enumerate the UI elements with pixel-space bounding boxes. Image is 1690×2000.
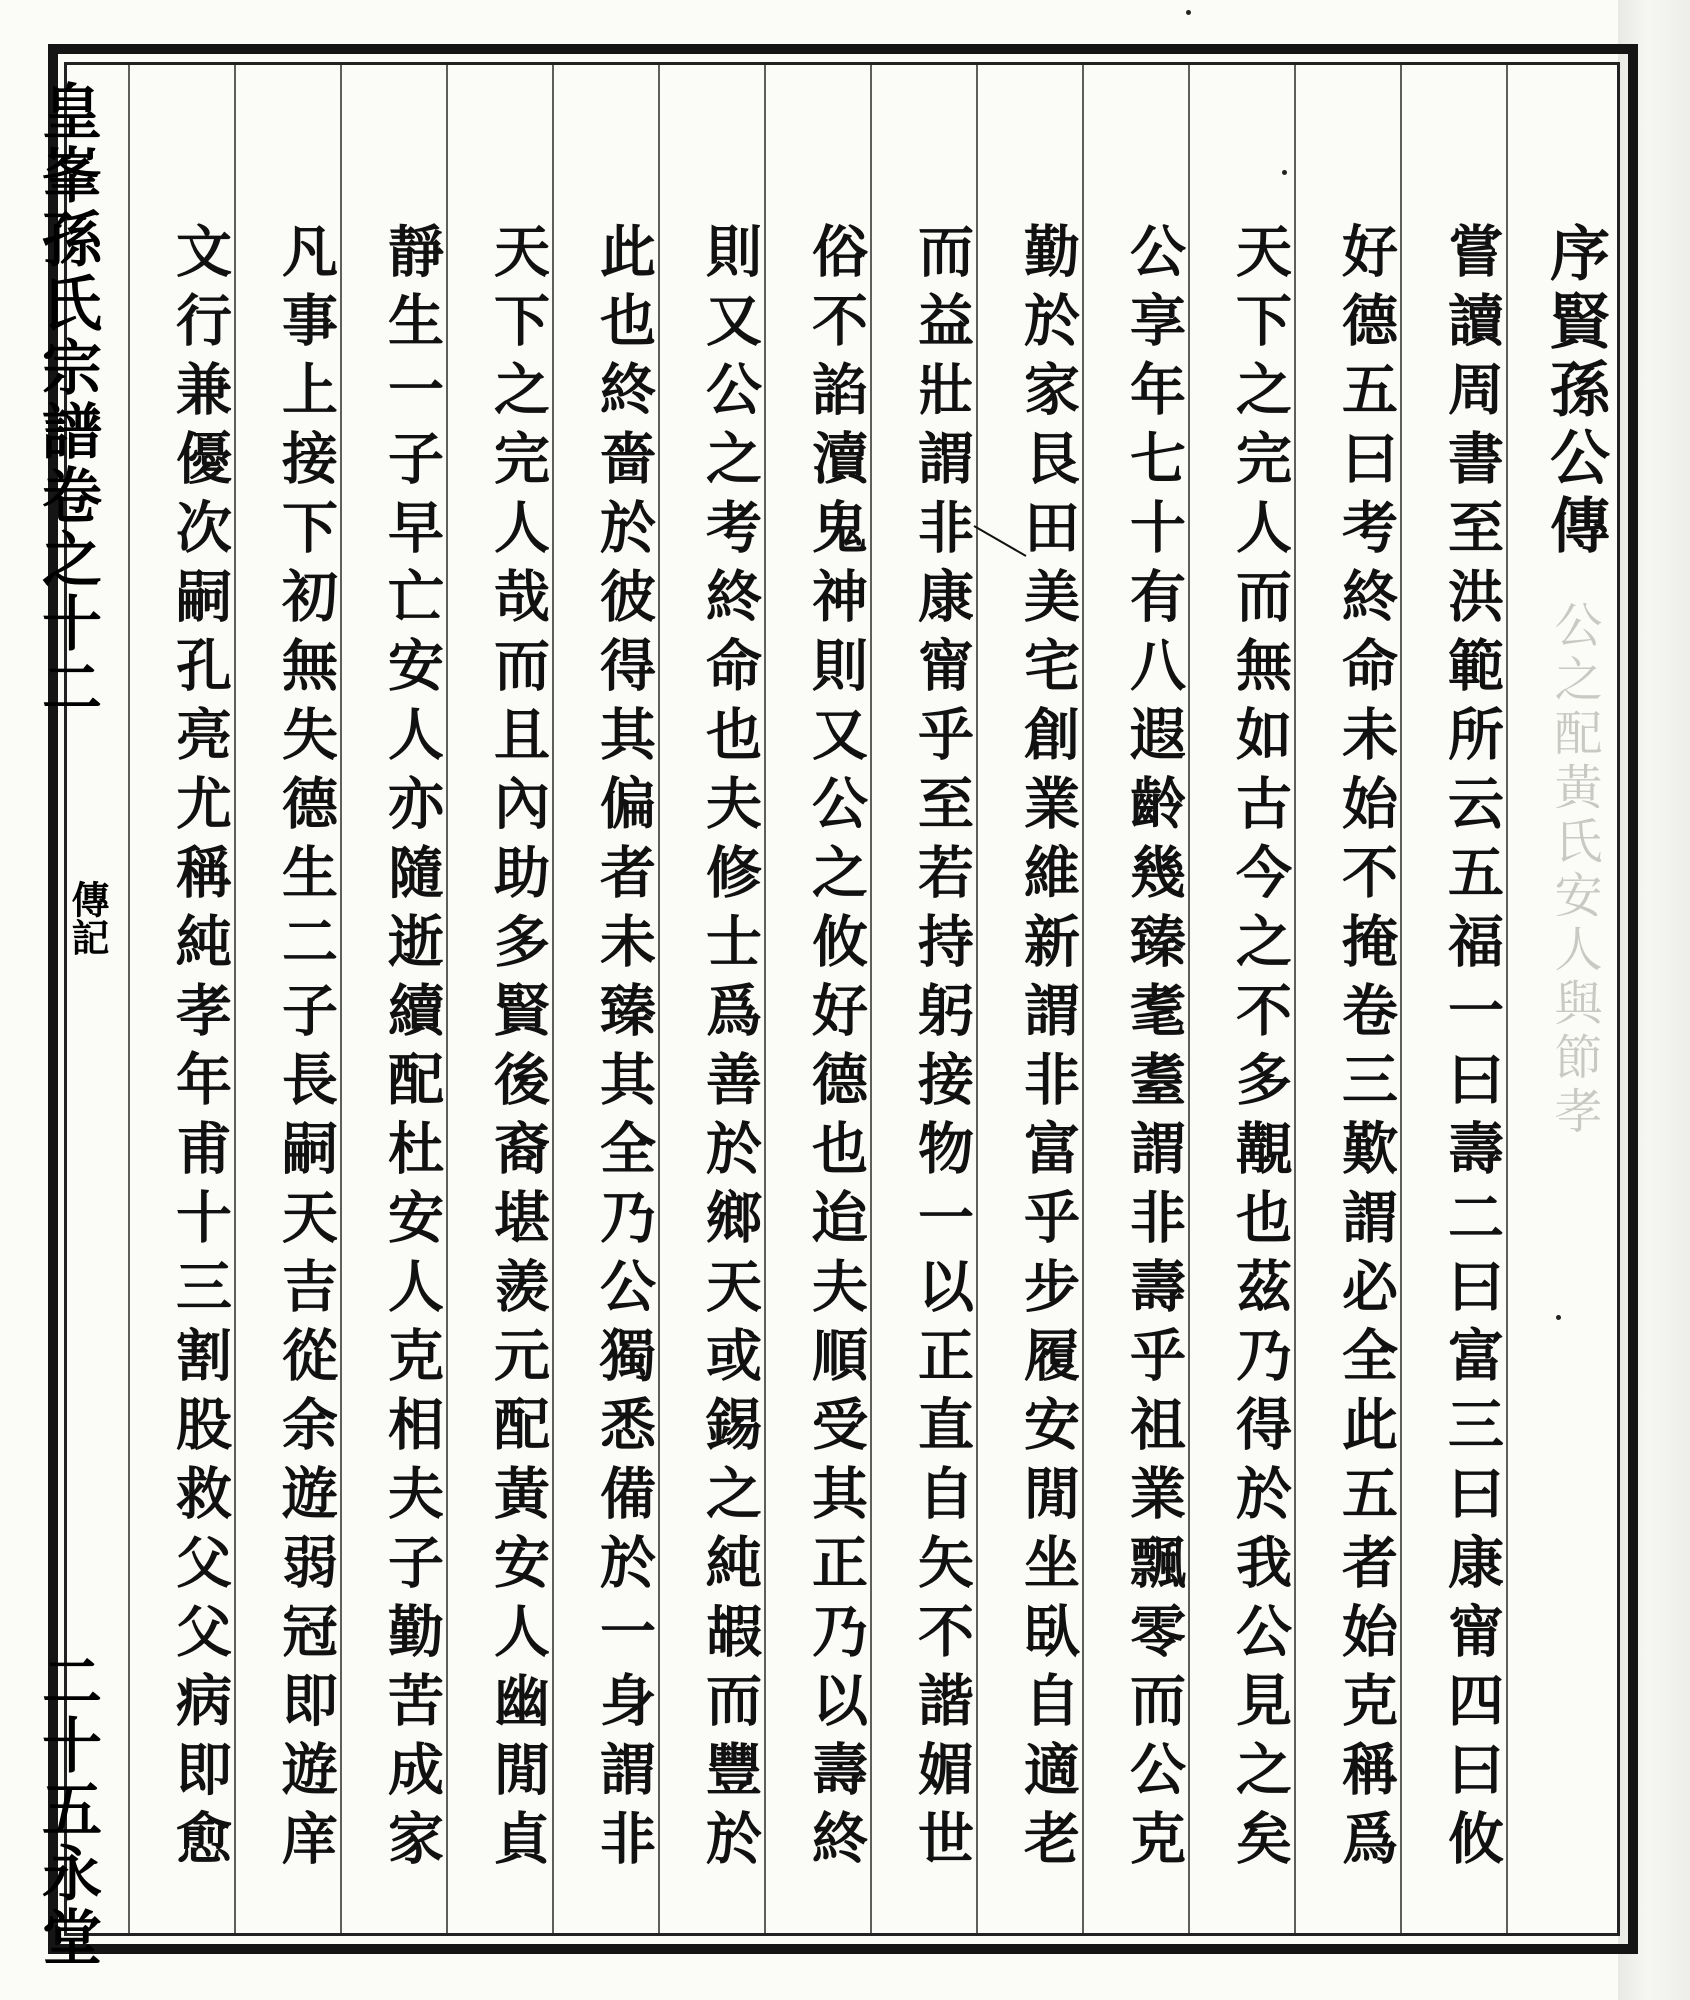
column-rule	[658, 65, 660, 1933]
ink-speck	[1556, 1315, 1561, 1320]
text-column: 此也終嗇於彼得其偏者未臻其全乃公獨悉備於一身謂非	[591, 222, 657, 1878]
book-title: 皇峯孫氏宗譜	[32, 80, 102, 464]
bleed-through-text: 公之配黃氏安人與節孝	[1546, 600, 1602, 1140]
column-rule	[234, 65, 236, 1933]
page-number: 二十五	[32, 1650, 102, 1842]
text-column: 嘗讀周書至洪範所云五福一曰壽二曰富三曰康甯四曰攸	[1439, 222, 1505, 1878]
text-column: 文行兼優次嗣孔亮尤稱純孝年甫十三割股救父父病即愈	[167, 222, 233, 1878]
text-column: 凡事上接下初無失德生二子長嗣天吉從余遊弱冠即遊庠	[273, 222, 339, 1878]
text-column: 勤於家艮田美宅創業維新謂非富乎步履安閒坐臥自適老	[1015, 222, 1081, 1878]
text-column: 天下之完人而無如古今之不多覯也茲乃得於我公見之矣	[1227, 222, 1293, 1878]
text-column: 俗不諂瀆鬼神則又公之攸好德也迨夫順受其正乃以壽終	[803, 222, 869, 1878]
column-rule	[1506, 65, 1508, 1933]
column-rule	[1188, 65, 1190, 1933]
text-column: 好德五曰考終命未始不掩卷三歎謂必全此五者始克稱爲	[1333, 222, 1399, 1878]
chapter-title: 序賢孫公傳	[1540, 222, 1610, 562]
column-rule	[870, 65, 872, 1933]
column-rule	[340, 65, 342, 1933]
column-rule	[976, 65, 978, 1933]
column-rule	[552, 65, 554, 1933]
column-rule	[1294, 65, 1296, 1933]
section-label: 傳記	[65, 880, 110, 956]
text-column: 則又公之考終命也夫修士爲善於鄉天或錫之純嘏而豐於	[697, 222, 763, 1878]
book-title-spine	[32, 80, 110, 720]
column-rule	[128, 65, 130, 1933]
column-rule	[764, 65, 766, 1933]
ink-speck	[1186, 10, 1191, 15]
volume-label: 卷之十二	[32, 464, 102, 720]
text-column: 而益壯謂非康甯乎至若持躬接物一以正直自矢不諧媚世	[909, 222, 975, 1878]
column-rule	[1082, 65, 1084, 1933]
column-rule	[1400, 65, 1402, 1933]
page-number-spine	[32, 1650, 110, 1970]
text-column: 公享年七十有八遐齡幾臻耄耋謂非壽乎祖業飄零而公克	[1121, 222, 1187, 1878]
text-column: 靜生一子早亡安人亦隨逝續配杜安人克相夫子勤苦成家	[379, 222, 445, 1878]
hall-name: 永堂	[32, 1842, 102, 1970]
column-rule	[446, 65, 448, 1933]
ink-speck	[1282, 170, 1287, 175]
text-column: 天下之完人哉而且內助多賢後裔堪羨元配黃安人幽閒貞	[485, 222, 551, 1878]
